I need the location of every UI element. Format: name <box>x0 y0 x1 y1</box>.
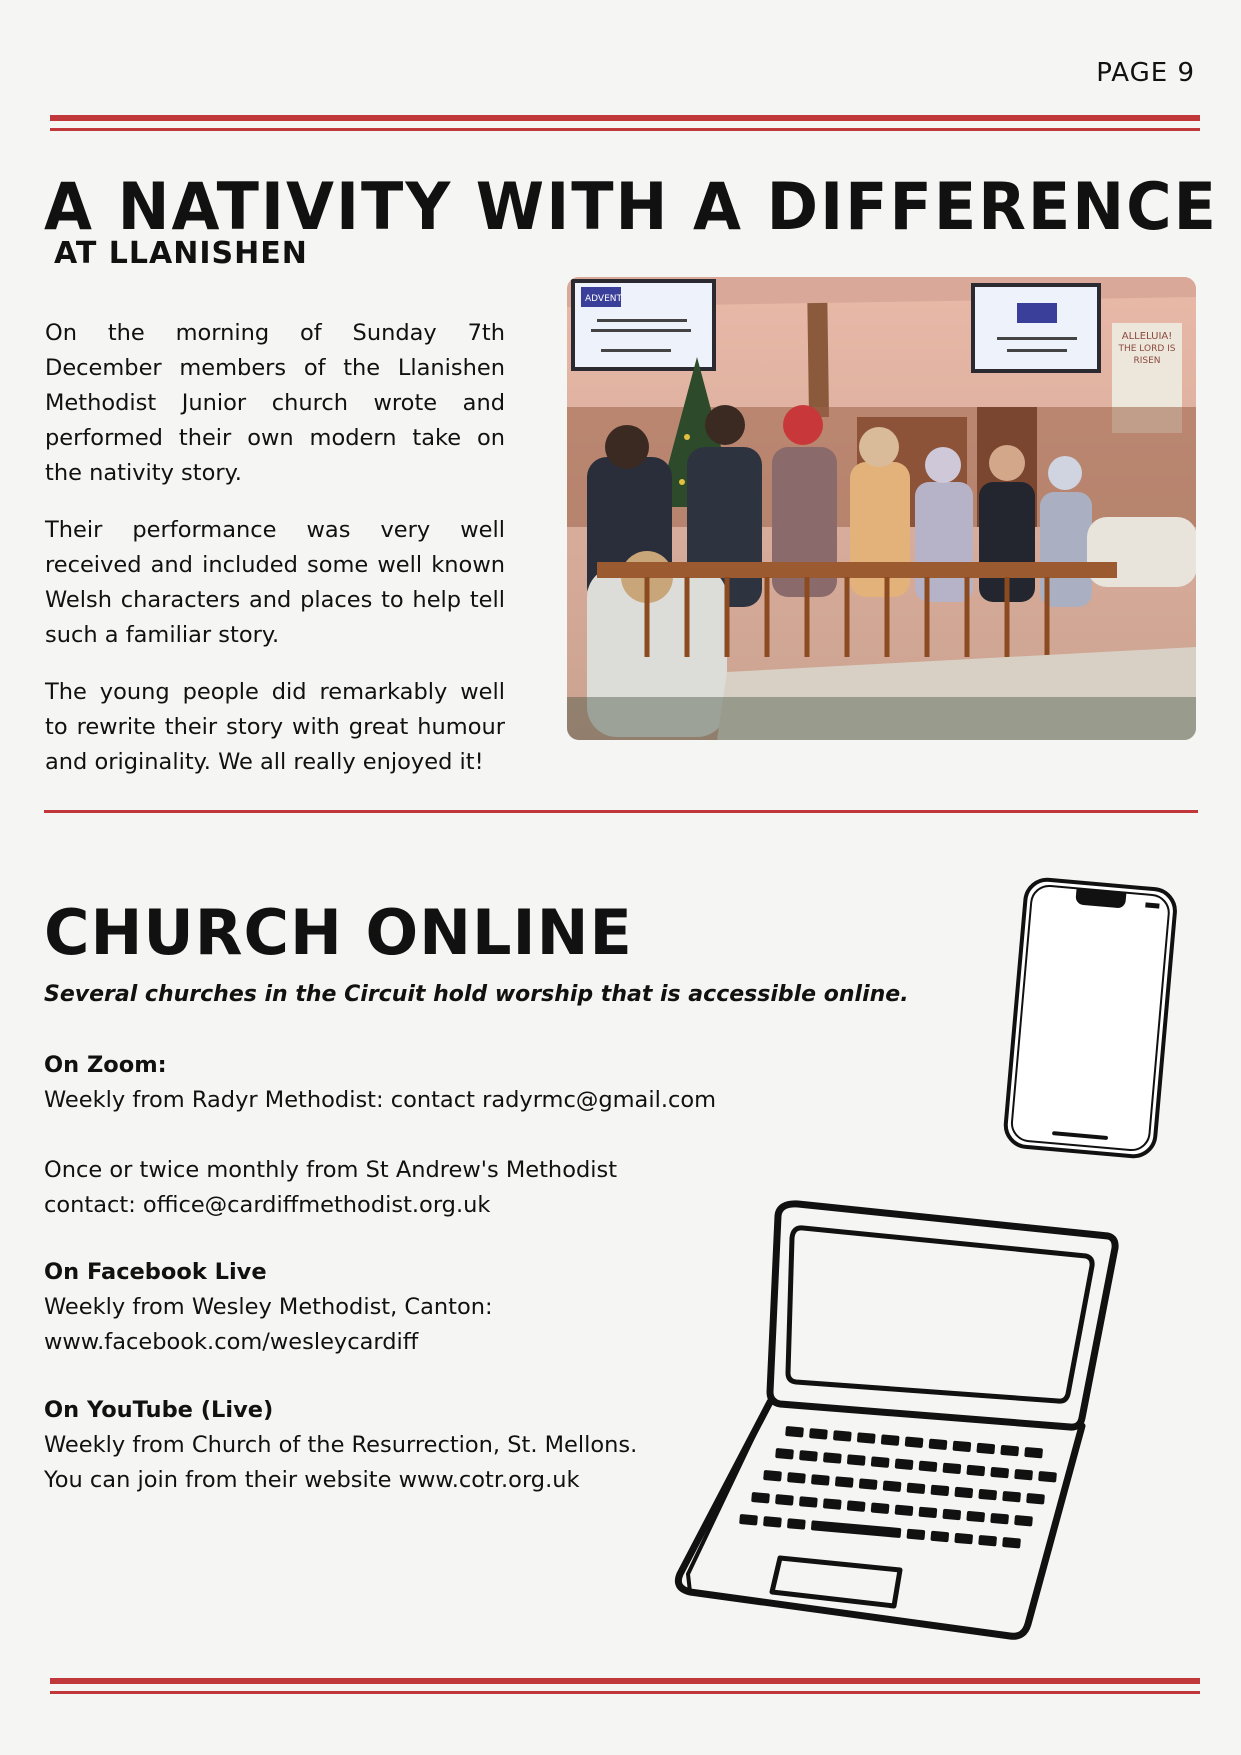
youtube-block <box>44 1393 637 1498</box>
zoom-block <box>44 1048 716 1223</box>
nativity-photo-illustration <box>567 277 1196 740</box>
laptop-keyboard <box>739 1426 1057 1549</box>
header-rule-bottom <box>50 128 1200 131</box>
youtube-line: Weekly from Church of the Resurrection, St. Mellons. <box>44 1432 638 1458</box>
youtube-line: You can join from their website www.cotr.org.uk <box>44 1467 580 1493</box>
page-number: PAGE 9 <box>1096 58 1195 88</box>
nativity-photo <box>567 277 1196 740</box>
laptop-icon <box>668 1196 1130 1642</box>
photo-banner-text-2: THE LORD IS <box>1118 344 1176 354</box>
nativity-body <box>45 316 505 802</box>
left-screen-title: ADVENT <box>585 294 623 304</box>
section-divider <box>44 810 1198 813</box>
nativity-subtitle: AT LLANISHEN <box>54 236 308 271</box>
nativity-title: A NATIVITY WITH A DIFFERENCE <box>44 168 1219 245</box>
church-online-title: CHURCH ONLINE <box>44 896 633 969</box>
zoom-line: Once or twice monthly from St Andrew's Methodist <box>44 1157 618 1183</box>
header-rule-top <box>50 115 1200 121</box>
facebook-block <box>44 1255 493 1360</box>
photo-banner-text-3: RISEN <box>1133 356 1161 366</box>
nativity-paragraph: The young people did remarkably well to rewrite their story with great humour and originality. We all really enjoyed it! <box>45 679 505 775</box>
facebook-label: On Facebook Live <box>44 1259 267 1285</box>
zoom-line: Weekly from Radyr Methodist: contact radyrmc@gmail.com <box>44 1087 717 1113</box>
nativity-paragraph: Their performance was very well received and included some well known Welsh characters and places to help tell such a familiar story. <box>45 517 505 648</box>
zoom-line: contact: office@cardiffmethodist.org.uk <box>44 1192 491 1218</box>
photo-banner-text: ALLELUIA! <box>1121 331 1173 342</box>
footer-rule-top <box>50 1678 1200 1684</box>
facebook-line: www.facebook.com/wesleycardiff <box>44 1329 419 1355</box>
smartphone-icon <box>990 872 1190 1172</box>
youtube-label: On YouTube (Live) <box>44 1397 274 1423</box>
footer-rule-bottom <box>50 1691 1200 1694</box>
nativity-paragraph: On the morning of Sunday 7th December members of the Llanishen Methodist Junior church wrote and performed their own modern take on the nativity story. <box>45 320 505 486</box>
facebook-line: Weekly from Wesley Methodist, Canton: <box>44 1294 493 1320</box>
zoom-label: On Zoom: <box>44 1052 167 1078</box>
church-online-tagline: Several churches in the Circuit hold worship that is accessible online. <box>44 982 909 1007</box>
